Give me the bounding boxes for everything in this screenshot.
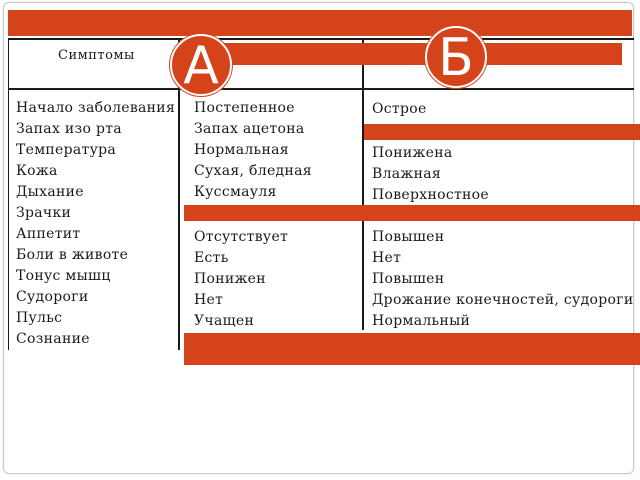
column-b-value: Влажная <box>372 166 442 182</box>
row-cover-bar-breath <box>364 124 640 140</box>
symptom-label: Судороги <box>16 289 89 305</box>
marker-a-icon: А <box>170 34 232 96</box>
column-a-value: Отсутствует <box>194 229 289 245</box>
column-a-value: Постепенное <box>194 100 295 116</box>
column-b-value: Повышен <box>372 271 445 287</box>
marker-b-icon: Б <box>425 26 487 88</box>
column-a-value: Нормальная <box>194 142 289 158</box>
row-cover-bar-pupils <box>184 205 640 221</box>
symptom-label: Кожа <box>16 163 58 179</box>
column-divider-2 <box>362 38 364 330</box>
table-left-border <box>8 38 9 350</box>
symptom-label: Аппетит <box>16 226 81 242</box>
symptom-label: Пульс <box>16 310 63 326</box>
bottom-cover-bar <box>184 333 640 365</box>
symptom-label: Дыхание <box>16 184 84 200</box>
column-a-value: Учащен <box>194 313 255 329</box>
column-b-value: Дрожание конечностей, судороги <box>372 292 634 308</box>
column-b-bottom <box>372 227 634 332</box>
column-b-value: Поверхностное <box>372 187 489 203</box>
symptom-label: Запах изо рта <box>16 121 122 137</box>
column-b-value: Острое <box>372 101 427 117</box>
column-b-middle <box>372 143 489 206</box>
column-b-value: Понижена <box>372 145 453 161</box>
symptom-label: Сознание <box>16 331 90 347</box>
top-cover-bar <box>8 10 632 36</box>
column-b-value: Повышен <box>372 229 445 245</box>
column-a-bottom <box>194 227 288 332</box>
column-a-value: Нет <box>194 292 224 308</box>
symptoms-header: Симптомы <box>58 48 135 63</box>
column-a-value: Понижен <box>194 271 266 287</box>
symptom-label: Температура <box>16 142 117 158</box>
symptom-label: Зрачки <box>16 205 72 221</box>
symptom-label: Тонус мышц <box>16 268 111 284</box>
symptoms-column <box>16 98 175 350</box>
column-a-value: Есть <box>194 250 229 266</box>
column-a-top <box>194 98 312 203</box>
header-cover-bar-b <box>184 43 622 65</box>
column-a-value: Куссмауля <box>194 184 277 200</box>
column-a-value: Сухая, бледная <box>194 163 312 179</box>
table-header-separator <box>8 88 634 90</box>
symptom-label: Боли в животе <box>16 247 129 263</box>
column-a-value: Запах ацетона <box>194 121 305 137</box>
column-b-value: Нормальный <box>372 313 471 329</box>
table-top-border <box>8 38 634 40</box>
symptom-label: Начало заболевания <box>16 100 176 116</box>
column-b-value: Нет <box>372 250 402 266</box>
